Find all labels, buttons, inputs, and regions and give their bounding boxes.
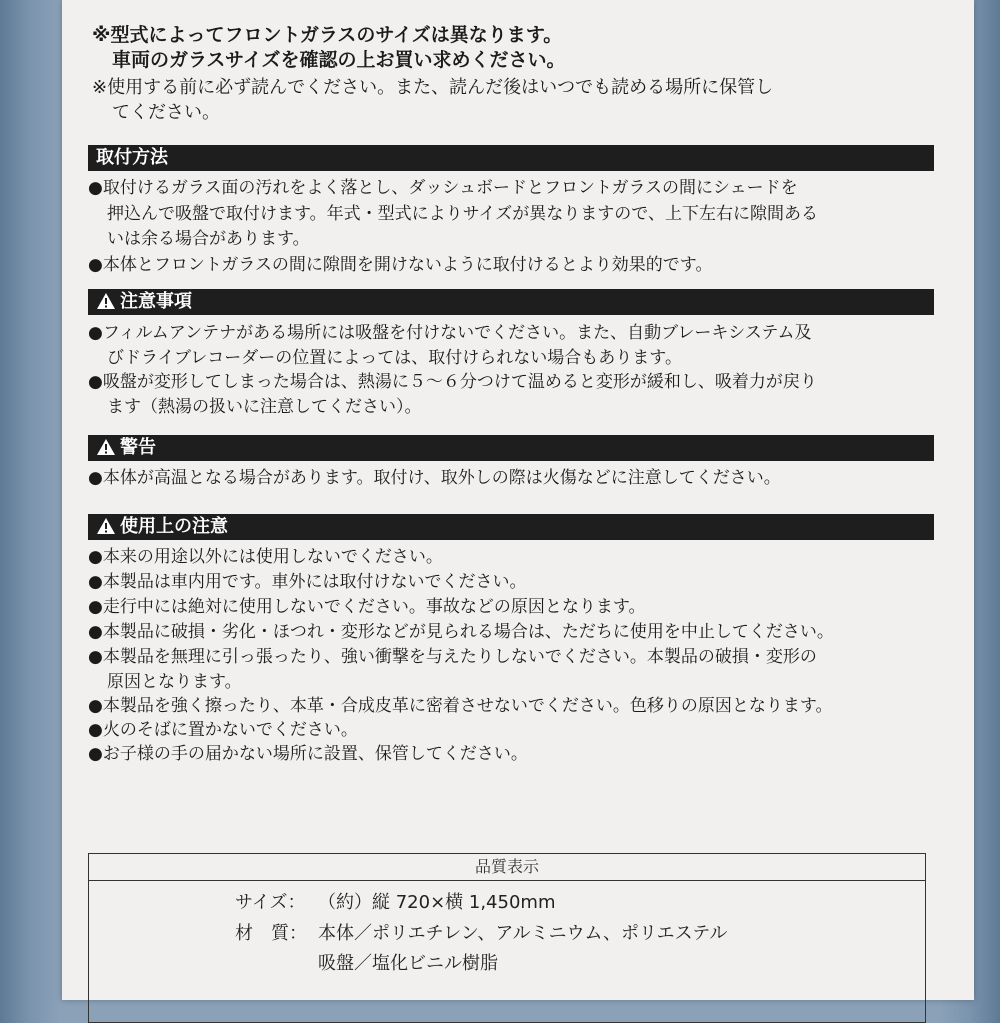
installation-line: いは余る場合があります。: [107, 229, 310, 249]
installation-line: 押込んで吸盤で取付けます。年式・型式によりサイズが異なりますので、上下左右に隙間ある: [107, 204, 818, 224]
note-check-size: 車両のガラスサイズを確認の上お買い求めください。: [112, 49, 566, 71]
warning-icon: [96, 438, 116, 456]
section-header-warning: [88, 435, 934, 461]
section-title-warning: 警告: [120, 437, 156, 458]
material-value-body: 本体／ポリエチレン、アルミニウム、ポリエステル: [318, 923, 728, 944]
section-title-usage-notes: 使用上の注意: [120, 516, 228, 537]
usage-line: 原因となります。: [107, 672, 242, 692]
usage-line: ●本製品を無理に引っ張ったり、強い衝撃を与えたりしないでください。本製品の破損・変形の: [88, 647, 817, 667]
usage-line: ●本製品を強く擦ったり、本革・合成皮革に密着させないでください。色移りの原因となります。: [88, 696, 833, 716]
section-header-installation: [88, 145, 934, 171]
quality-title: 品質表示: [89, 854, 925, 881]
warning-icon: [96, 517, 116, 535]
material-value-suction: 吸盤／塩化ビニル樹脂: [318, 953, 498, 974]
usage-line: ●本製品は車内用です。車外には取付けないでください。: [88, 572, 527, 592]
size-label: サイズ：: [235, 892, 306, 913]
precautions-line: びドライブレコーダーの位置によっては、取付けられない場合もあります。: [107, 348, 682, 368]
usage-line: ●お子様の手の届かない場所に設置、保管してください。: [88, 744, 528, 764]
warning-line: ●本体が高温となる場合があります。取付け、取外しの際は火傷などに注意してください。: [88, 468, 781, 488]
section-header-precautions: [88, 289, 934, 315]
usage-line: ●走行中には絶対に使用しないでください。事故などの原因となります。: [88, 597, 646, 617]
material-label: 材 質：: [235, 923, 307, 944]
precautions-line: ます（熱湯の扱いに注意してください）。: [107, 397, 422, 417]
section-title-precautions: 注意事項: [120, 291, 192, 312]
installation-line: ●本体とフロントガラスの間に隙間を開けないように取付けるとより効果的です。: [88, 255, 713, 275]
usage-line: ●本来の用途以外には使用しないでください。: [88, 547, 443, 567]
section-header-usage-notes: [88, 514, 934, 540]
note-size-varies: ※型式によってフロントガラスのサイズは異なります。: [92, 24, 563, 46]
section-title-installation: 取付方法: [96, 147, 168, 168]
warning-icon: [96, 292, 116, 310]
usage-line: ●本製品に破損・劣化・ほつれ・変形などが見られる場合は、ただちに使用を中止してください。: [88, 622, 834, 642]
precautions-line: ●吸盤が変形してしまった場合は、熱湯に５～６分つけて温めると変形が緩和し、吸着力が戻り: [88, 372, 817, 392]
precautions-line: ●フィルムアンテナがある場所には吸盤を付けないでください。また、自動ブレーキシステム及: [88, 323, 812, 343]
note-read-before-use: ※使用する前に必ず読んでください。また、読んだ後はいつでも読める場所に保管し: [92, 77, 774, 98]
installation-line: ●取付けるガラス面の汚れをよく落とし、ダッシュボードとフロントガラスの間にシェードを: [88, 178, 798, 198]
note-read-before-use-cont: てください。: [112, 102, 220, 123]
usage-line: ●火のそばに置かないでください。: [88, 720, 358, 740]
size-value: （約）縦 720×横 1,450mm: [318, 892, 556, 913]
